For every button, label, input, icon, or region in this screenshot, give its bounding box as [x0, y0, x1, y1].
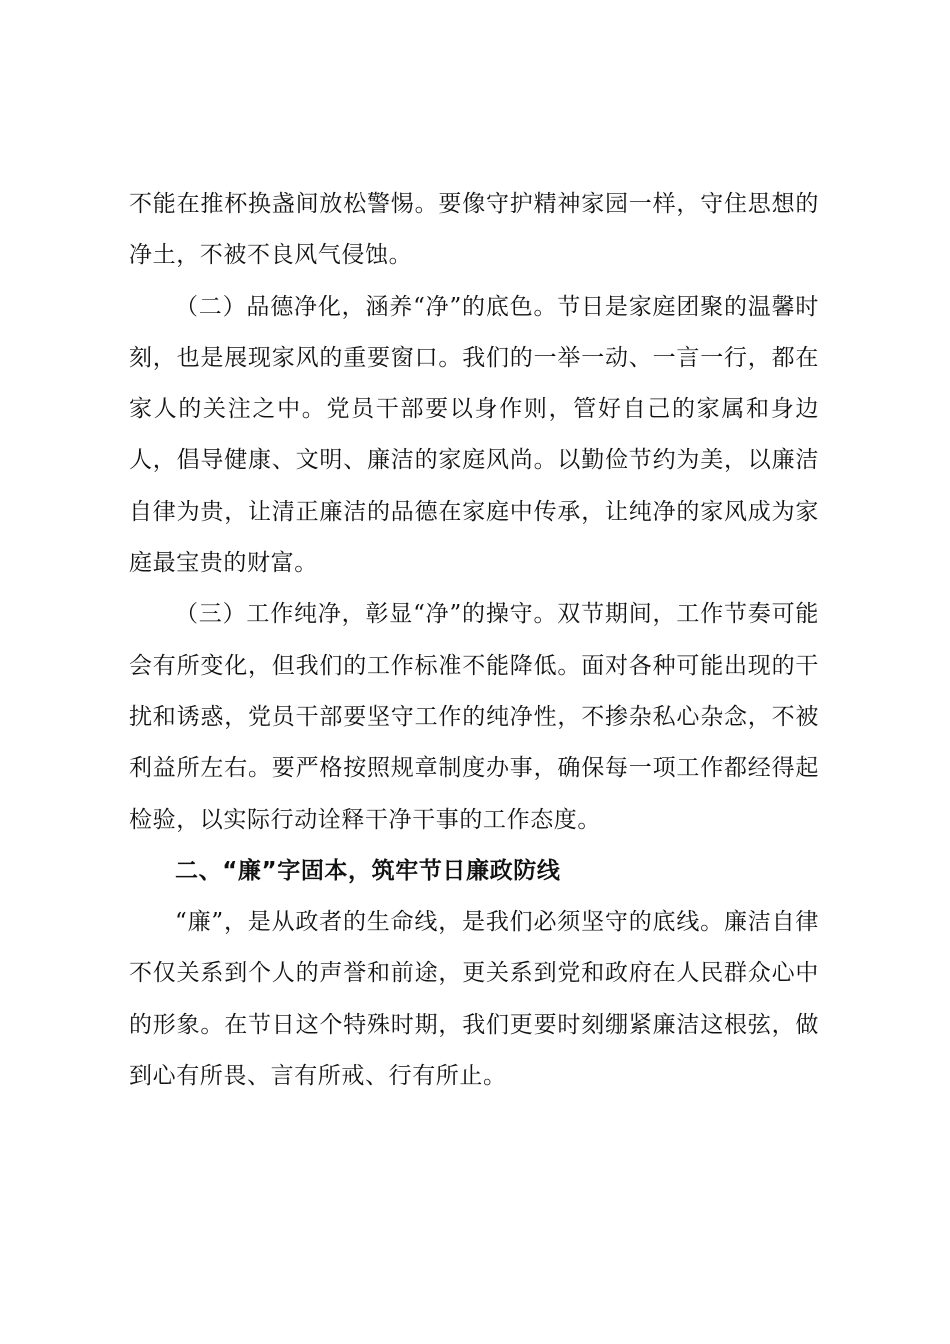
paragraph-integrity: “廉”，是从政者的生命线，是我们必须坚守的底线。廉洁自律不仅关系到个人的声誉和前途，更关系到党和政府在人民群众心中的形象。在节日这个特殊时期，我们更要时刻绷紧廉洁这根弦，做到心有所畏、言有所戒、行有所止。 — [129, 909, 819, 1090]
paragraph-continuation: 不能在推杯换盏间放松警惕。要像守护精神家园一样，守住思想的净土，不被不良风气侵蚀。 — [129, 191, 819, 269]
section-heading: 二、“廉”字固本，筑牢节日廉政防线 — [175, 857, 561, 884]
document-body — [129, 179, 819, 1102]
paragraph-moral-purification: （二）品德净化，涵养“净”的底色。节日是家庭团聚的温馨时刻，也是展现家风的重要窗口。我们的一举一动、一言一行，都在家人的关注之中。党员干部要以身作则，管好自己的家属和身边人，倡导健康、文明、廉洁的家庭风尚。以勤俭节约为美，以廉洁自律为贵，让清正廉洁的品德在家庭中传承，让纯净的家风成为家庭最宝贵的财富。 — [129, 293, 819, 577]
paragraph-work-purity: （三）工作纯净，彰显“净”的操守。双节期间，工作节奏可能会有所变化，但我们的工作标准不能降低。面对各种可能出现的干扰和诱惑，党员干部要坚守工作的纯净性，不掺杂私心杂念，不被利益所左右。要严格按照规章制度办事，确保每一项工作都经得起检验，以实际行动诠释干净干事的工作态度。 — [129, 601, 819, 833]
